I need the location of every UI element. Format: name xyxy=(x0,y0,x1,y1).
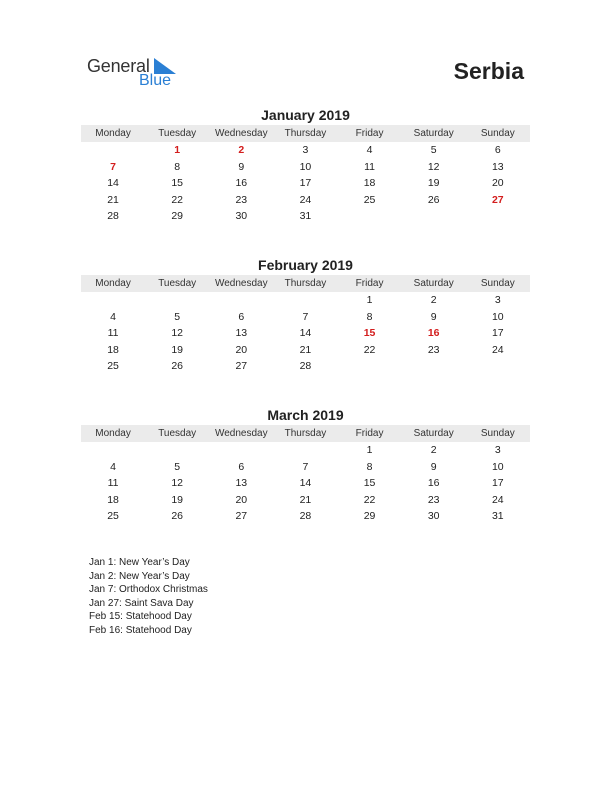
weekday-label: Monday xyxy=(95,428,131,439)
day-cell: 27 xyxy=(235,360,248,373)
day-cell: 31 xyxy=(299,210,312,223)
holiday-day-cell: 15 xyxy=(363,327,376,340)
empty-day xyxy=(209,442,273,459)
holiday-day-cell: 16 xyxy=(427,327,440,340)
holiday-notes xyxy=(89,556,208,637)
day-cell: 9 xyxy=(238,160,245,173)
day-cell: 26 xyxy=(171,360,184,373)
day-cell: 8 xyxy=(174,160,181,173)
day-cell: 19 xyxy=(427,177,440,190)
holiday-day-cell: 7 xyxy=(110,160,116,173)
day-cell: 28 xyxy=(299,360,312,373)
day-cell: 3 xyxy=(494,294,501,306)
logo-text-general: General xyxy=(87,56,150,76)
weekday-header xyxy=(81,275,530,292)
day-cell: 23 xyxy=(427,343,440,356)
day-cell: 31 xyxy=(491,510,504,523)
day-cell: 13 xyxy=(491,160,504,173)
day-cell: 20 xyxy=(235,493,248,506)
day-cell: 20 xyxy=(491,177,504,190)
country-title: Serbia xyxy=(453,58,524,84)
day-cell: 25 xyxy=(363,193,376,206)
day-cell: 21 xyxy=(299,343,312,356)
day-cell: 24 xyxy=(299,193,312,206)
day-cell: 15 xyxy=(171,177,184,190)
weekday-label: Friday xyxy=(355,128,384,139)
holiday-note: Feb 15: Statehood Day xyxy=(89,611,192,622)
holiday-day-cell: 27 xyxy=(491,193,504,206)
day-cell: 2 xyxy=(430,294,437,306)
day-cell: 18 xyxy=(107,493,119,506)
day-cell: 12 xyxy=(427,160,440,173)
day-cell: 17 xyxy=(299,177,312,190)
day-cell: 14 xyxy=(107,177,119,190)
day-cell: 3 xyxy=(494,444,501,456)
day-cell: 4 xyxy=(110,310,116,323)
day-cell: 17 xyxy=(491,327,504,340)
day-cell: 6 xyxy=(238,310,245,323)
day-cell: 27 xyxy=(235,510,248,523)
day-cell: 13 xyxy=(235,477,248,490)
day-cell: 4 xyxy=(366,144,373,156)
day-cell: 17 xyxy=(491,477,504,490)
weekday-label: Monday xyxy=(95,128,131,139)
weekday-label: Monday xyxy=(95,278,131,289)
day-cell: 7 xyxy=(302,460,309,473)
month-march xyxy=(81,405,530,525)
day-cell: 19 xyxy=(171,493,184,506)
weekday-label: Friday xyxy=(355,278,384,289)
weekday-label: Thursday xyxy=(284,128,327,139)
day-cell: 5 xyxy=(174,310,181,323)
day-cell: 18 xyxy=(107,343,119,356)
weekday-label: Thursday xyxy=(284,428,327,439)
day-cell: 21 xyxy=(107,193,119,206)
weekday-label: Tuesday xyxy=(158,128,197,139)
weekday-label: Wednesday xyxy=(214,278,268,289)
day-cell: 10 xyxy=(491,460,504,473)
empty-day xyxy=(209,292,273,309)
holiday-note: Jan 27: Saint Sava Day xyxy=(89,597,194,609)
day-cell: 12 xyxy=(171,327,184,340)
day-cell: 29 xyxy=(363,510,376,523)
day-cell: 14 xyxy=(299,327,312,340)
weekday-label: Sunday xyxy=(480,128,515,139)
day-cell: 23 xyxy=(427,493,440,506)
day-cell: 11 xyxy=(364,160,376,173)
empty-day xyxy=(81,442,145,459)
holiday-day-cell: 2 xyxy=(238,144,245,156)
day-cell: 14 xyxy=(299,477,312,490)
logo-text-blue: Blue xyxy=(139,72,172,89)
weekday-label: Saturday xyxy=(413,428,454,439)
day-cell: 25 xyxy=(107,510,119,523)
day-cell: 15 xyxy=(363,477,376,490)
holiday-day-cell: 1 xyxy=(174,144,181,156)
days-grid xyxy=(81,442,530,525)
day-cell: 28 xyxy=(299,510,312,523)
holiday-note: Feb 16: Statehood Day xyxy=(89,624,192,636)
day-cell: 26 xyxy=(427,193,440,206)
weekday-label: Saturday xyxy=(413,278,454,289)
empty-day xyxy=(273,292,337,309)
day-cell: 5 xyxy=(430,144,437,156)
day-cell: 24 xyxy=(491,343,504,356)
day-cell: 4 xyxy=(110,460,116,473)
day-cell: 11 xyxy=(107,477,119,490)
day-cell: 30 xyxy=(427,510,440,523)
weekday-label: Tuesday xyxy=(158,428,197,439)
day-cell: 7 xyxy=(302,310,309,323)
day-cell: 9 xyxy=(430,310,437,323)
day-cell: 8 xyxy=(366,310,373,323)
day-cell: 6 xyxy=(494,144,501,156)
day-cell: 22 xyxy=(363,343,376,356)
weekday-header xyxy=(81,125,530,142)
day-cell: 8 xyxy=(366,460,373,473)
day-cell: 10 xyxy=(491,310,504,323)
weekday-label: Thursday xyxy=(284,278,327,289)
day-cell: 29 xyxy=(171,210,184,223)
holiday-note: Jan 2: New Year’s Day xyxy=(89,570,190,582)
month-title: March 2019 xyxy=(267,407,344,423)
day-cell: 16 xyxy=(235,177,248,190)
month-january xyxy=(81,105,530,225)
day-cell: 30 xyxy=(235,210,248,223)
day-cell: 21 xyxy=(299,493,312,506)
day-cell: 1 xyxy=(366,294,373,306)
day-cell: 24 xyxy=(491,493,504,506)
day-cell: 28 xyxy=(107,210,119,223)
empty-day xyxy=(81,292,145,309)
days-grid xyxy=(81,142,530,225)
weekday-label: Friday xyxy=(355,428,384,439)
weekday-label: Wednesday xyxy=(214,428,268,439)
month-title: February 2019 xyxy=(258,257,353,273)
day-cell: 2 xyxy=(430,444,437,456)
day-cell: 18 xyxy=(363,177,376,190)
day-cell: 22 xyxy=(171,193,184,206)
empty-day xyxy=(81,142,145,159)
day-cell: 20 xyxy=(235,343,248,356)
day-cell: 3 xyxy=(302,144,309,156)
day-cell: 1 xyxy=(366,444,373,456)
month-title: January 2019 xyxy=(261,107,350,123)
day-cell: 16 xyxy=(427,477,440,490)
day-cell: 25 xyxy=(107,360,119,373)
day-cell: 5 xyxy=(174,460,181,473)
holiday-note: Jan 1: New Year’s Day xyxy=(89,557,190,568)
weekday-label: Sunday xyxy=(480,278,515,289)
weekday-label: Tuesday xyxy=(158,278,197,289)
empty-day xyxy=(145,292,209,309)
holiday-note: Jan 7: Orthodox Christmas xyxy=(89,584,208,595)
day-cell: 10 xyxy=(299,160,312,173)
weekday-label: Saturday xyxy=(413,128,454,139)
empty-day xyxy=(145,442,209,459)
days-grid xyxy=(81,292,530,375)
day-cell: 19 xyxy=(171,343,184,356)
weekday-label: Wednesday xyxy=(214,128,268,139)
day-cell: 12 xyxy=(171,477,184,490)
empty-day xyxy=(273,442,337,459)
day-cell: 22 xyxy=(363,493,376,506)
weekday-label: Sunday xyxy=(480,428,515,439)
day-cell: 23 xyxy=(235,193,248,206)
weekday-header xyxy=(81,425,530,442)
day-cell: 26 xyxy=(171,510,184,523)
day-cell: 9 xyxy=(430,460,437,473)
month-february xyxy=(81,255,530,375)
generalblue-logo xyxy=(87,56,187,92)
day-cell: 11 xyxy=(107,327,119,340)
day-cell: 13 xyxy=(235,327,248,340)
day-cell: 6 xyxy=(238,460,245,473)
